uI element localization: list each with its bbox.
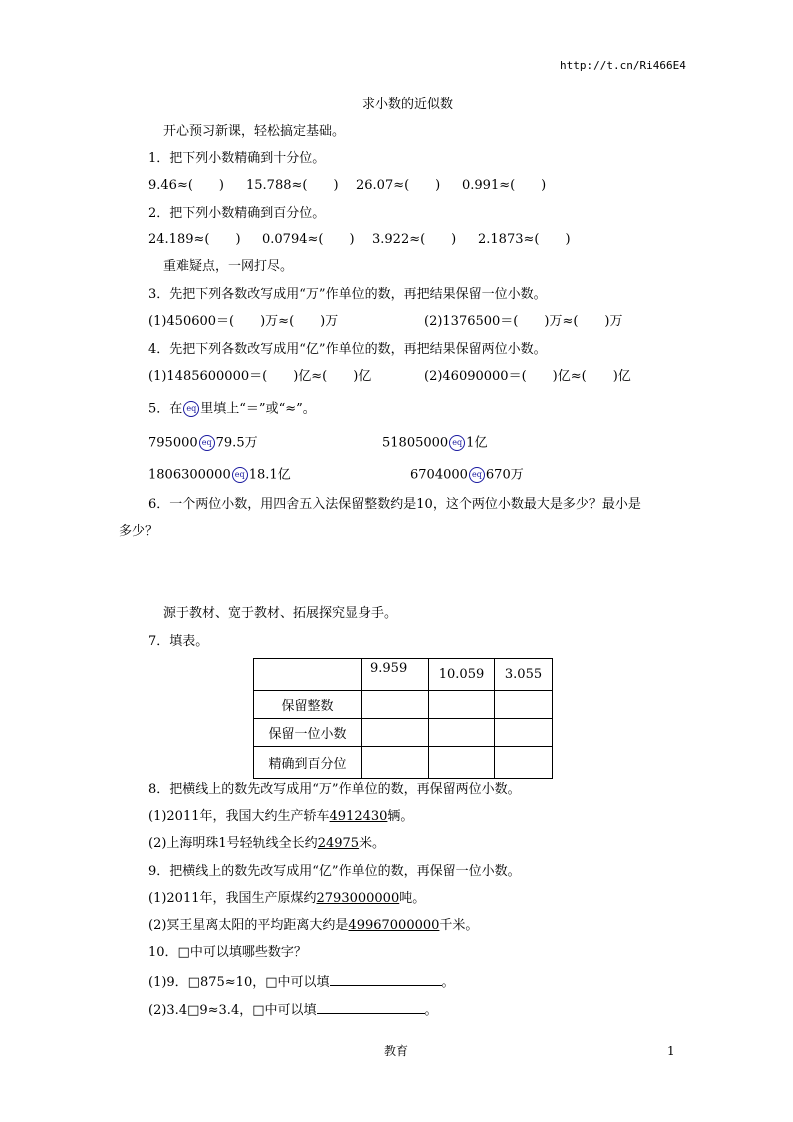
q3-part-a: (1)450600＝( )万≈( )万 bbox=[148, 314, 339, 329]
q9-part-b bbox=[148, 918, 478, 934]
table-answer-cell[interactable] bbox=[429, 719, 495, 747]
table-answer-cell[interactable] bbox=[495, 719, 553, 747]
q9-b-number: 49967000000 bbox=[348, 918, 440, 933]
table-answer-cell[interactable] bbox=[495, 747, 553, 779]
answer-blank[interactable] bbox=[330, 973, 442, 986]
q5-right: 18.1亿 bbox=[248, 467, 291, 483]
q9-a-text: (1)2011年，我国生产原煤约 bbox=[148, 891, 317, 906]
q2-item: 2.1873≈( ) bbox=[478, 232, 571, 247]
q10-stem: 10．□中可以填哪些数字？ bbox=[148, 945, 307, 960]
table-answer-cell[interactable] bbox=[362, 747, 429, 779]
q9-stem: 9．把横线上的数先改写成用“亿”作单位的数，再保留一位小数。 bbox=[148, 864, 521, 879]
q6-line1: 6．一个两位小数，用四舍五入法保留整数约是10，这个两位小数最大是多少？最小是 bbox=[148, 497, 641, 512]
q8-a-text: (1)2011年，我国大约生产轿车 bbox=[148, 809, 330, 824]
q5-left: 6704000 bbox=[410, 467, 468, 483]
page-title: 求小数的近似数 bbox=[362, 97, 454, 112]
q8-part-a bbox=[148, 809, 413, 825]
q6-line2: 多少？ bbox=[119, 524, 159, 539]
table-header-cell: 9.959 bbox=[362, 659, 429, 691]
circle-blank-icon[interactable]: eq bbox=[183, 401, 199, 417]
q2-stem: 2．把下列小数精确到百分位。 bbox=[148, 206, 326, 221]
q9-a-unit: 吨。 bbox=[399, 891, 426, 906]
circle-blank-icon[interactable]: eq bbox=[199, 435, 215, 451]
table-row-label: 保留整数 bbox=[254, 691, 362, 719]
q1-item: 15.788≈( ) bbox=[246, 178, 339, 193]
q8-b-text: (2)上海明珠1号轻轨线全长约 bbox=[148, 836, 318, 851]
circle-blank-icon[interactable]: eq bbox=[232, 467, 248, 483]
q8-a-number: 4912430 bbox=[329, 809, 388, 824]
q2-item: 0.0794≈( ) bbox=[262, 232, 355, 247]
q8-a-unit: 辆。 bbox=[387, 809, 414, 824]
q4-part-b: (2)46090000＝( )亿≈( )亿 bbox=[424, 369, 631, 384]
q10-b-end: 。 bbox=[424, 1003, 438, 1018]
q5-stem-pre: 5．在 bbox=[148, 401, 183, 417]
q10-a-end: 。 bbox=[441, 975, 455, 990]
q2-item: 3.922≈( ) bbox=[372, 232, 457, 247]
table-answer-cell[interactable] bbox=[362, 719, 429, 747]
q5-left: 795000 bbox=[148, 435, 198, 451]
q2-item: 24.189≈( ) bbox=[148, 232, 241, 247]
page-number: 1 bbox=[667, 1044, 675, 1058]
q8-b-number: 24975 bbox=[317, 836, 360, 851]
q5-compare bbox=[382, 435, 487, 452]
q5-right: 79.5万 bbox=[215, 435, 258, 451]
answer-blank[interactable] bbox=[317, 1001, 425, 1014]
q10-a-text: (1)9．□875≈10，□中可以填 bbox=[148, 975, 330, 990]
table-corner bbox=[254, 659, 362, 691]
section-heading-extension: 源于教材、宽于教材、拓展探究显身手。 bbox=[163, 606, 398, 621]
fill-table bbox=[253, 658, 553, 779]
q5-left: 51805000 bbox=[382, 435, 449, 451]
table-header-cell: 10.059 bbox=[429, 659, 495, 691]
table-header-cell: 3.055 bbox=[495, 659, 553, 691]
q9-part-a bbox=[148, 891, 425, 907]
table-answer-cell[interactable] bbox=[429, 691, 495, 719]
table-answer-cell[interactable] bbox=[495, 691, 553, 719]
q5-stem-post: 里填上“＝”或“≈”。 bbox=[200, 401, 316, 417]
circle-blank-icon[interactable]: eq bbox=[449, 435, 465, 451]
q9-b-unit: 千米。 bbox=[439, 918, 479, 933]
q8-stem: 8．把横线上的数先改写成用“万”作单位的数，再保留两位小数。 bbox=[148, 782, 521, 797]
q5-compare bbox=[410, 467, 524, 484]
q7-stem: 7．填表。 bbox=[148, 634, 209, 649]
header-url[interactable]: http://t.cn/Ri466E4 bbox=[560, 59, 686, 72]
table-answer-cell[interactable] bbox=[362, 691, 429, 719]
table-row-label: 保留一位小数 bbox=[254, 719, 362, 747]
q9-b-text: (2)冥王星离太阳的平均距离大约是 bbox=[148, 918, 349, 933]
q4-part-a: (1)1485600000＝( )亿≈( )亿 bbox=[148, 369, 372, 384]
footer-center: 教育 bbox=[384, 1044, 409, 1058]
q3-part-b: (2)1376500＝( )万≈( )万 bbox=[424, 314, 623, 329]
q8-b-unit: 米。 bbox=[359, 836, 386, 851]
section-heading-preview: 开心预习新课，轻松搞定基础。 bbox=[163, 124, 346, 139]
q8-part-b bbox=[148, 836, 385, 852]
q1-item: 9.46≈( ) bbox=[148, 178, 224, 193]
circle-blank-icon[interactable]: eq bbox=[469, 467, 485, 483]
q1-stem: 1．把下列小数精确到十分位。 bbox=[148, 151, 326, 166]
table-answer-cell[interactable] bbox=[429, 747, 495, 779]
q10-part-a bbox=[148, 973, 455, 991]
q5-right: 670万 bbox=[485, 467, 524, 483]
q5-compare bbox=[148, 435, 258, 452]
table-row-label: 精确到百分位 bbox=[254, 747, 362, 779]
q9-a-number: 2793000000 bbox=[316, 891, 400, 906]
q5-left: 1806300000 bbox=[148, 467, 231, 483]
q3-stem: 3．先把下列各数改写成用“万”作单位的数，再把结果保留一位小数。 bbox=[148, 287, 547, 302]
q10-b-text: (2)3.4□9≈3.4，□中可以填 bbox=[148, 1003, 317, 1018]
section-heading-difficult: 重难疑点，一网打尽。 bbox=[163, 259, 294, 274]
q1-item: 0.991≈( ) bbox=[462, 178, 547, 193]
q5-right: 1亿 bbox=[466, 435, 488, 451]
q5-compare bbox=[148, 467, 291, 484]
q1-item: 26.07≈( ) bbox=[356, 178, 441, 193]
q4-stem: 4．先把下列各数改写成用“亿”作单位的数，再把结果保留两位小数。 bbox=[148, 342, 547, 357]
q5-stem bbox=[148, 401, 316, 418]
q10-part-b bbox=[148, 1001, 438, 1019]
